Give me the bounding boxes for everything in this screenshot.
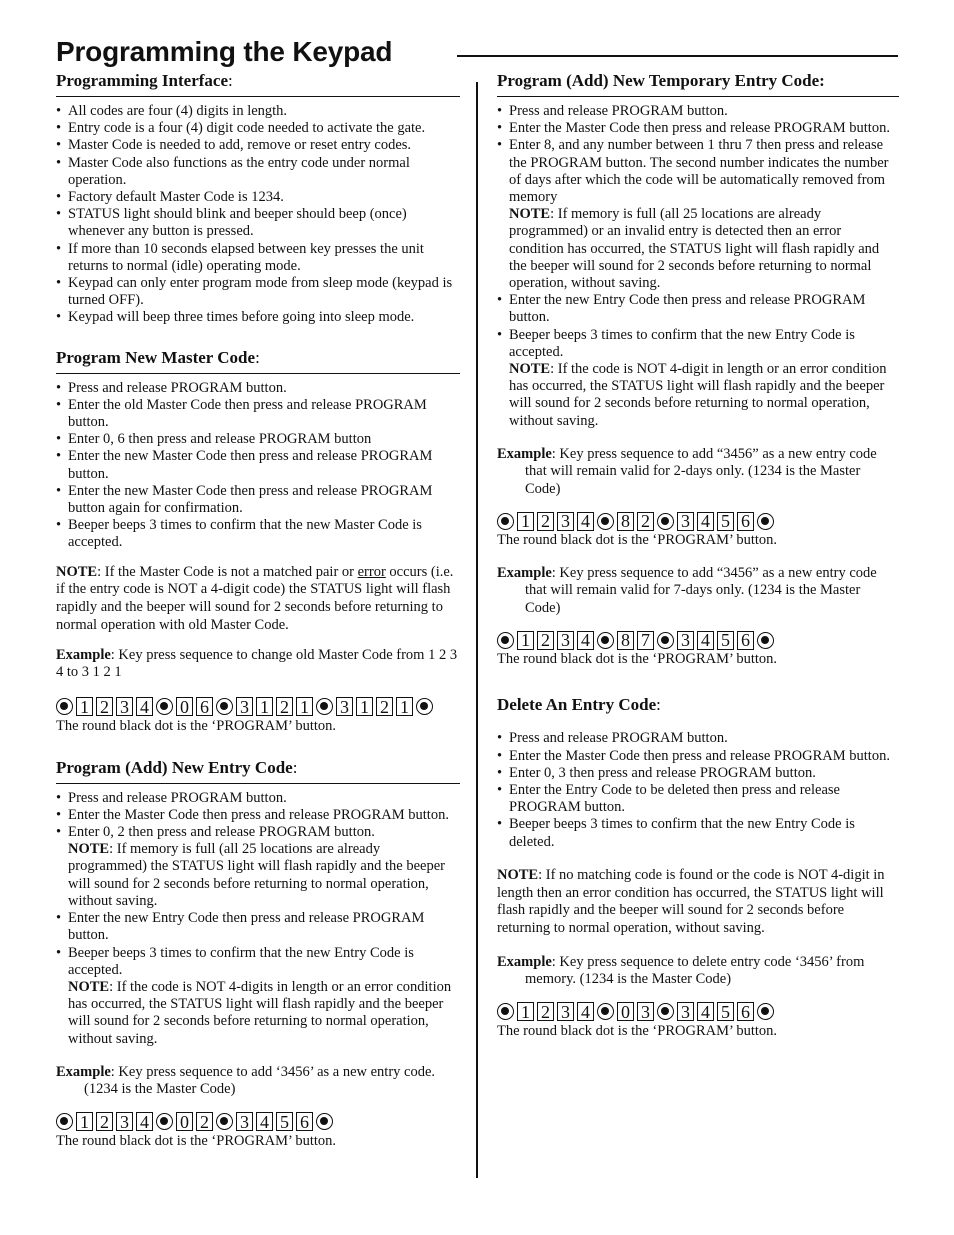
key-digit: 4 [697, 1002, 714, 1021]
list-item: • Beeper beeps 3 times to confirm that the new Master Code is accepted. [56, 517, 460, 551]
programming-interface-section [56, 70, 460, 327]
program-button-dot-icon [497, 632, 514, 649]
key-digit: 4 [136, 1112, 153, 1131]
key-digit: 4 [697, 631, 714, 650]
key-digit: 6 [296, 1112, 313, 1131]
program-button-dot-icon [597, 632, 614, 649]
key-digit: 0 [176, 697, 193, 716]
program-button-dot-icon [216, 698, 233, 715]
list-item: • Enter the Master Code then press and release PROGRAM button. [497, 120, 899, 137]
key-digit: 6 [196, 697, 213, 716]
key-digit: 1 [356, 697, 373, 716]
key-digit: 2 [96, 697, 113, 716]
example-paragraph: Example: Key press sequence to delete entry code ‘3456’ from memory. (1234 is the Master Code) [497, 953, 865, 988]
key-digit: 4 [577, 631, 594, 650]
program-button-dot-icon [156, 1113, 173, 1130]
list-item: • Entry code is a four (4) digit code needed to activate the gate. [56, 120, 460, 137]
page-header [56, 34, 898, 74]
key-digit: 1 [396, 697, 413, 716]
key-digit: 2 [537, 512, 554, 531]
program-button-dot-icon [757, 513, 774, 530]
key-digit: 1 [296, 697, 313, 716]
inline-note: NOTE: If the code is NOT 4-digit in length or an error condition has occurred, the STATUS light will flash rapidly and the beeper will sound for 2 seconds before returning to normal operation, without saving. [509, 361, 887, 429]
temporary-entry-code-section [497, 70, 899, 668]
section-heading: Programming Interface: [56, 70, 460, 97]
program-button-dot-icon [156, 698, 173, 715]
new-entry-code-section [56, 757, 460, 1150]
note-paragraph: NOTE: If no matching code is found or the code is NOT 4-digit in length then an error condition has occurred, the STATUS light will flash rapidly and the beeper will sound for 2 seconds before returning to normal operation, without saving. [497, 866, 885, 937]
program-button-dot-icon [56, 1113, 73, 1130]
list-item: • Press and release PROGRAM button. [497, 730, 899, 747]
key-digit: 5 [717, 1002, 734, 1021]
sequence-caption: The round black dot is the ‘PROGRAM’ button. [497, 651, 778, 668]
key-digit: 3 [236, 1112, 253, 1131]
program-button-dot-icon [597, 513, 614, 530]
list-item: • Enter 0, 2 then press and release PROGRAM button. NOTE: If memory is full (all 25 locations are already programmed) the STATUS light will flash rapidly and the beeper will sound for 2 seconds before returning to normal operation, without saving. [56, 824, 460, 910]
key-digit: 3 [116, 1112, 133, 1131]
key-digit: 4 [136, 697, 153, 716]
list-item: • Press and release PROGRAM button. [56, 380, 460, 397]
list-item: • Keypad will beep three times before going into sleep mode. [56, 309, 460, 326]
bullet-list [497, 103, 899, 430]
program-button-dot-icon [597, 1003, 614, 1020]
left-column [56, 70, 460, 1150]
list-item: • Beeper beeps 3 times to confirm that the new Entry Code is deleted. [497, 816, 899, 850]
program-button-dot-icon [657, 513, 674, 530]
list-item: • Enter the Master Code then press and release PROGRAM button. [497, 748, 899, 765]
key-digit: 3 [236, 697, 253, 716]
section-heading: Program New Master Code: [56, 347, 460, 374]
key-digit: 3 [637, 1002, 654, 1021]
program-button-dot-icon [416, 698, 433, 715]
key-digit: 6 [737, 512, 754, 531]
key-digit: 2 [637, 512, 654, 531]
program-button-dot-icon [757, 1003, 774, 1020]
page-title: Programming the Keypad [56, 36, 393, 67]
bullet-list [56, 790, 460, 1048]
bullet-list [56, 380, 460, 552]
key-digit: 3 [557, 1002, 574, 1021]
program-button-dot-icon [56, 698, 73, 715]
sequence-caption: The round black dot is the ‘PROGRAM’ button. [56, 717, 337, 734]
key-digit: 3 [336, 697, 353, 716]
program-button-dot-icon [657, 1003, 674, 1020]
key-digit: 2 [537, 1002, 554, 1021]
list-item: • Beeper beeps 3 times to confirm that the new Entry Code is accepted. NOTE: If the code is NOT 4-digits in length or an error condition has occurred, the STATUS light will flash rapidly and the beeper will sound for 2 seconds before returning to normal operation, without saving. [56, 945, 460, 1048]
section-heading: Program (Add) New Entry Code: [56, 757, 460, 784]
list-item: • Press and release PROGRAM button. [56, 790, 460, 807]
program-button-dot-icon [757, 632, 774, 649]
key-digit: 3 [557, 631, 574, 650]
list-item: • Keypad can only enter program mode from sleep mode (keypad is turned OFF). [56, 275, 460, 309]
key-sequence [56, 1111, 460, 1133]
example-paragraph: Example: Key press sequence to change old Master Code from 1 2 3 4 to 3 1 2 1 [56, 646, 458, 681]
inline-note: NOTE: If memory is full (all 25 locations are already programmed) the STATUS light will flash rapidly and the beeper will sound for 2 seconds before returning to normal operation, without saving. [68, 841, 445, 909]
program-button-dot-icon [497, 513, 514, 530]
key-digit: 1 [517, 512, 534, 531]
right-column [497, 70, 899, 1040]
list-item: • Factory default Master Code is 1234. [56, 189, 460, 206]
key-digit: 1 [517, 1002, 534, 1021]
list-item: • If more than 10 seconds elapsed between key presses the unit returns to normal (idle) operating mode. [56, 241, 460, 275]
program-button-dot-icon [657, 632, 674, 649]
key-digit: 2 [276, 697, 293, 716]
list-item: • Enter the Entry Code to be deleted then press and release PROGRAM button. [497, 782, 899, 816]
key-digit: 3 [677, 631, 694, 650]
sequence-caption: The round black dot is the ‘PROGRAM’ button. [497, 1022, 778, 1039]
key-digit: 2 [96, 1112, 113, 1131]
key-digit: 1 [76, 697, 93, 716]
program-button-dot-icon [316, 698, 333, 715]
key-digit: 5 [276, 1112, 293, 1131]
key-digit: 6 [737, 1002, 754, 1021]
key-digit: 7 [637, 631, 654, 650]
note-paragraph: NOTE: If the Master Code is not a matched pair or error occurs (i.e. if the entry code is NOT a 4-digit code) the STATUS light will flash rapidly and the beeper will sound for 2 seconds before returning to normal operation with old Master Code. [56, 563, 454, 634]
list-item: • Enter 0, 3 then press and release PROGRAM button. [497, 765, 899, 782]
list-item: • Enter the new Entry Code then press and release PROGRAM button. [56, 910, 460, 944]
sequence-caption: The round black dot is the ‘PROGRAM’ button. [56, 1132, 337, 1149]
bullet-list [56, 103, 460, 327]
key-digit: 4 [256, 1112, 273, 1131]
key-digit: 2 [196, 1112, 213, 1131]
key-digit: 2 [376, 697, 393, 716]
key-digit: 3 [677, 512, 694, 531]
inline-note: NOTE: If memory is full (all 25 locations are already programmed) or an invalid entry is detected then an error condition has occurred, the STATUS light will flash rapidly and the beeper will sound for 2 seconds before returning to normal operation, without saving. [509, 206, 880, 292]
key-digit: 8 [617, 512, 634, 531]
key-digit: 3 [677, 1002, 694, 1021]
example-paragraph: Example: Key press sequence to add “3456” as a new entry code that will remain valid for 7-days only. (1234 is the Master Code) [497, 565, 877, 616]
key-sequence [497, 629, 899, 651]
list-item: • Master Code also functions as the entry code under normal operation. [56, 155, 460, 189]
key-digit: 1 [76, 1112, 93, 1131]
key-digit: 3 [557, 512, 574, 531]
key-digit: 3 [116, 697, 133, 716]
program-button-dot-icon [316, 1113, 333, 1130]
list-item: • Press and release PROGRAM button. [497, 103, 899, 120]
key-digit: 4 [577, 512, 594, 531]
key-digit: 0 [617, 1002, 634, 1021]
list-item: • Beeper beeps 3 times to confirm that the new Entry Code is accepted. NOTE: If the code is NOT 4-digit in length or an error condition has occurred, the STATUS light will flash rapidly and the beeper will sound for 2 seconds before returning to normal operation, without saving. [497, 327, 899, 430]
delete-entry-code-section [497, 694, 899, 1039]
key-digit: 4 [577, 1002, 594, 1021]
list-item: • Enter the new Entry Code then press and release PROGRAM button. [497, 292, 899, 326]
key-digit: 6 [737, 631, 754, 650]
key-sequence [56, 696, 460, 718]
title-rule [457, 55, 898, 57]
key-sequence [497, 1001, 899, 1023]
inline-note: NOTE: If the code is NOT 4-digits in length or an error condition has occurred, the STATUS light will flash rapidly and the beeper will sound for 2 seconds before returning to normal operation, without saving. [68, 978, 452, 1047]
list-item: • Enter the old Master Code then press and release PROGRAM button. [56, 397, 460, 431]
program-button-dot-icon [497, 1003, 514, 1020]
bullet-list [497, 730, 899, 850]
new-master-code-section [56, 347, 460, 735]
key-digit: 0 [176, 1112, 193, 1131]
key-sequence [497, 510, 899, 532]
list-item: • Enter the new Master Code then press and release PROGRAM button again for confirmation. [56, 483, 460, 517]
key-digit: 5 [717, 631, 734, 650]
key-digit: 8 [617, 631, 634, 650]
key-digit: 1 [517, 631, 534, 650]
column-divider [476, 82, 478, 1178]
list-item: • Enter the Master Code then press and release PROGRAM button. [56, 807, 460, 824]
list-item: • Enter 0, 6 then press and release PROGRAM button [56, 431, 460, 448]
list-item: • Enter the new Master Code then press and release PROGRAM button. [56, 448, 460, 482]
list-item: • STATUS light should blink and beeper should beep (once) whenever any button is pressed. [56, 206, 460, 240]
list-item: • Enter 8, and any number between 1 thru 7 then press and release the PROGRAM button. The second number indicates the number of days after which the code will be automatically removed from memory NOTE: If memory is full (all 25 locations are already programmed) or an invalid entry is detected then an error condition has occurred, the STATUS light will flash rapidly and the beeper will sound for 2 seconds before returning to normal operation, without saving. [497, 137, 899, 292]
example-paragraph: Example: Key press sequence to add ‘3456’ as a new entry code. (1234 is the Master Code) [56, 1063, 436, 1098]
list-item: • Master Code is needed to add, remove or reset entry codes. [56, 137, 460, 154]
section-heading: Program (Add) New Temporary Entry Code: [497, 70, 899, 97]
key-digit: 2 [537, 631, 554, 650]
program-button-dot-icon [216, 1113, 233, 1130]
list-item: • All codes are four (4) digits in length. [56, 103, 460, 120]
section-heading: Delete An Entry Code: [497, 695, 661, 715]
key-digit: 5 [717, 512, 734, 531]
key-digit: 4 [697, 512, 714, 531]
sequence-caption: The round black dot is the ‘PROGRAM’ button. [497, 532, 778, 549]
key-digit: 1 [256, 697, 273, 716]
example-paragraph: Example: Key press sequence to add “3456” as a new entry code that will remain valid for 2-days only. (1234 is the Master Code) [497, 445, 877, 497]
